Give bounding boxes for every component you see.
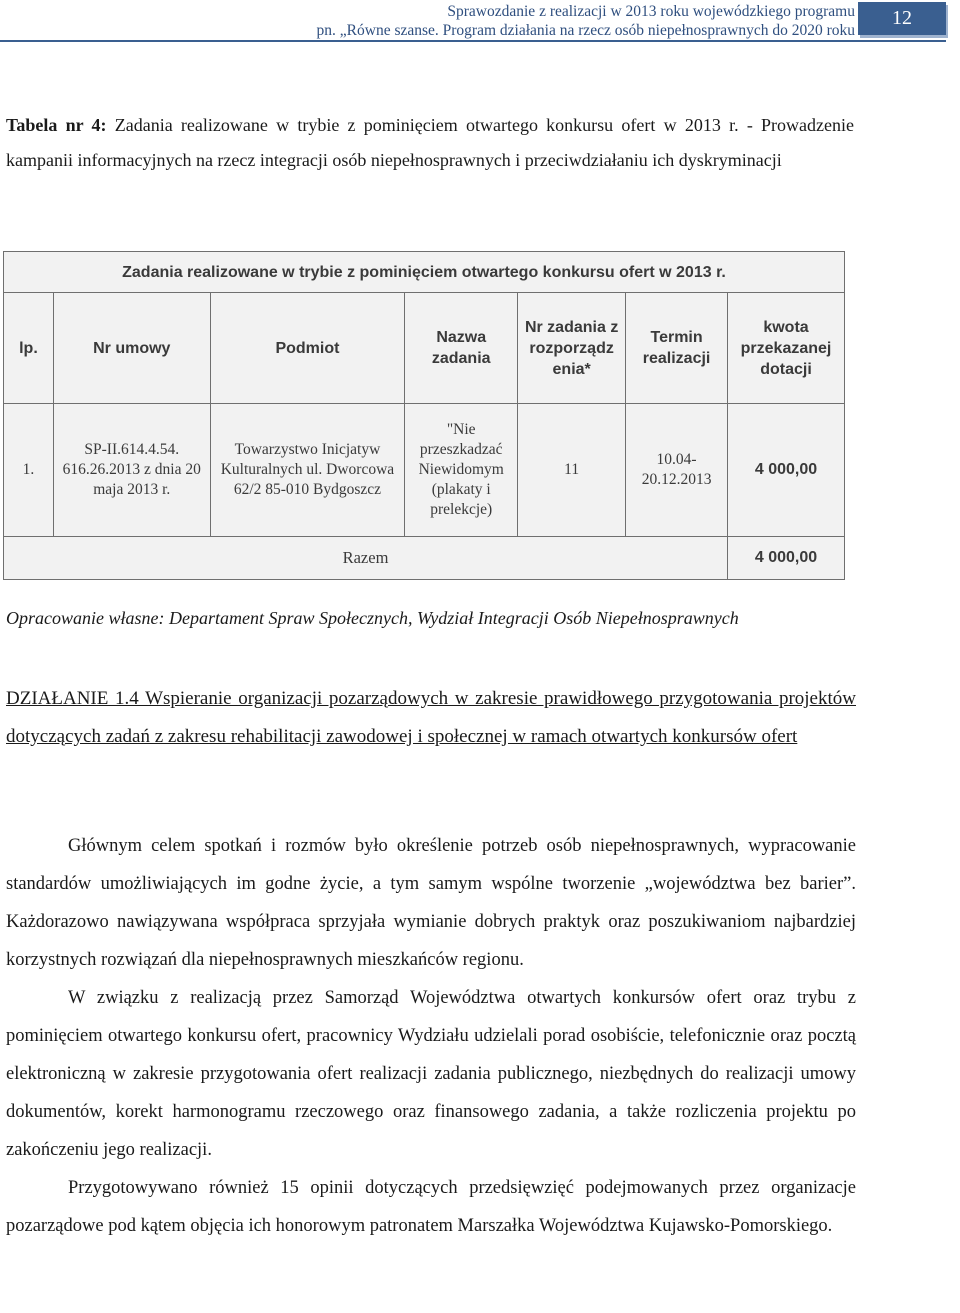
table-row: [4, 404, 845, 537]
table-caption: [6, 108, 854, 178]
header-line-1: Sprawozdanie z realizacji w 2013 roku wojewódzkiego programu: [447, 3, 855, 20]
cell-podmiot: Towarzystwo Inicjatyw Kulturalnych ul. Dworcowa 62/2 85-010 Bydgoszcz: [210, 404, 405, 537]
page-number: 12: [858, 2, 946, 35]
cell-termin: 10.04-20.12.2013: [626, 404, 728, 537]
cell-nr-umowy: SP-II.614.4.54. 616.26.2013 z dnia 20 maja 2013 r.: [53, 404, 210, 537]
paragraph: Głównym celem spotkań i rozmów było określenie potrzeb osób niepełnosprawnych, wypracowanie standardów umożliwiających im godne życie, a tym samym wspólne tworzenie „województwa bez barier”. Każdorazowo nawiązywana współpraca sprzyjała wymianie dobrych praktyk oraz poszukiwaniom najbardziej korzystnych rozwiązań dla niepełnosprawnych mieszkańców regionu.: [6, 836, 856, 970]
paragraph: Przygotowywano również 15 opinii dotyczących przedsięwzięć podejmowanych przez organizacje pozarządowe pod kątem objęcia ich honorowym patronatem Marszałka Województwa Kujawsko-Pomorskiego.: [6, 1178, 856, 1236]
caption-label: Tabela nr 4:: [6, 115, 107, 135]
header-title: [317, 2, 855, 40]
header-line-2: pn. „Równe szanse. Program działania na rzecz osób niepełnosprawnych do 2020 roku: [316, 22, 855, 39]
col-header-nr-zadania: Nr zadania z rozporządz enia*: [518, 293, 626, 404]
section-heading: DZIAŁANIE 1.4 Wspieranie organizacji pozarządowych w zakresie prawidłowego przygotowania projektów dotyczących zadań z zakresu rehabilitacji zawodowej i społecznej w ramach otwartych konkursów ofert: [6, 688, 856, 747]
col-header-kwota: kwota przekazanej dotacji: [728, 293, 845, 404]
body-text: [6, 827, 856, 1245]
caption-text: Zadania realizowane w trybie z pominięciem otwartego konkursu ofert w 2013 r. - Prowadzenie kampanii informacyjnych na rzecz integracji osób niepełnosprawnych i przeciwdziałaniu ich dyskryminacji: [6, 115, 855, 170]
source-note: Opracowanie własne: Departament Spraw Społecznych, Wydział Integracji Osób Niepełnosprawnych: [6, 608, 739, 628]
grants-table: [3, 251, 845, 580]
header-divider: [0, 40, 946, 42]
col-header-nr-umowy: Nr umowy: [53, 293, 210, 404]
paragraph: W związku z realizacją przez Samorząd Województwa otwartych konkursów ofert oraz trybu z pominięciem otwartego konkursu ofert, pracownicy Wydziału udzielali porad osobiście, telefonicznie oraz pocztą elektroniczną w zakresie przygotowania ofert realizacji zadania publicznego, niezbędnych do realizacji umowy dokumentów, korekt harmonogramu rzeczowego oraz finansowego zadania, a także rozliczenia projektu po zakończeniu jego realizacji.: [6, 988, 856, 1160]
col-header-nazwa: Nazwa zadania: [405, 293, 518, 404]
cell-lp: 1.: [4, 404, 54, 537]
col-header-termin: Termin realizacji: [626, 293, 728, 404]
table-header-row: [4, 293, 845, 404]
cell-nazwa: "Nie przeszkadzać Niewidomym (plakaty i prelekcje): [405, 404, 518, 537]
total-value: 4 000,00: [728, 537, 845, 580]
table-title: Zadania realizowane w trybie z pominięciem otwartego konkursu ofert w 2013 r.: [4, 252, 845, 293]
col-header-lp: lp.: [4, 293, 54, 404]
table-total-row: [4, 537, 845, 580]
cell-nr-zadania: 11: [518, 404, 626, 537]
col-header-podmiot: Podmiot: [210, 293, 405, 404]
total-label: Razem: [4, 537, 728, 580]
cell-kwota: 4 000,00: [728, 404, 845, 537]
page-header: [0, 0, 960, 44]
